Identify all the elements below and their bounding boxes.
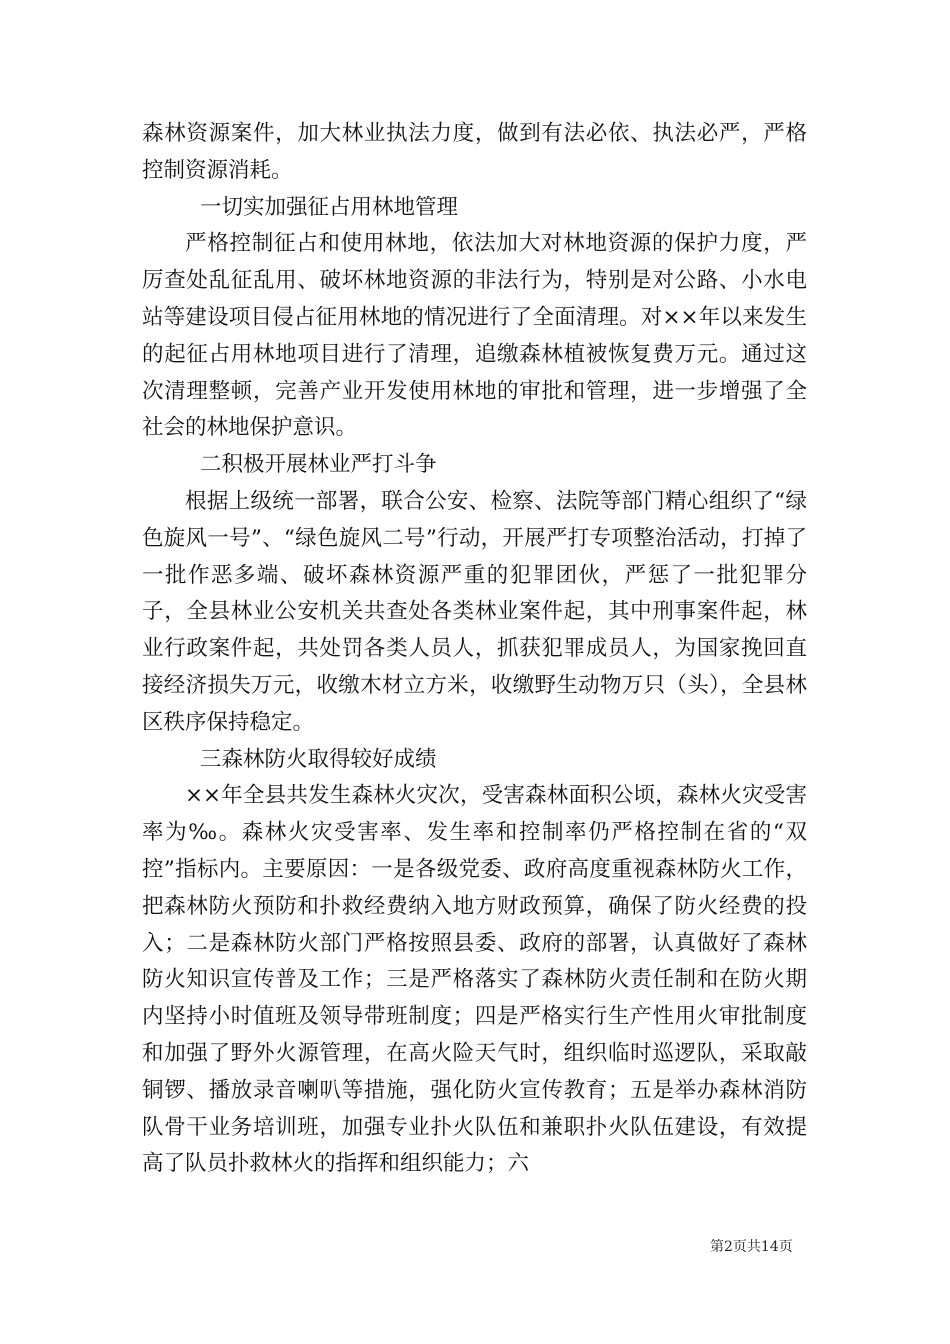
section-heading-land-management: 一切实加强征占用林地管理 (200, 194, 459, 220)
paragraph-fire-prevention: ××年全县共发生森林火灾次，受害森林面积公顷，森林火灾受害率为‰。森林火灾受害率、发生率和控制率仍严格控制在省的“双控”指标内。主要原因：一是各级党委、政府高度重视森林防火工作，把森林防火预防和扑救经费纳入地方财政预算，确保了防火经费的投入；二是森林防火部门严格按照县委、政府的部署，认真做好了森林防火知识宣传普及工作；三是严格落实了森林防火责任制和在防火期内坚持小时值班及领导带班制度；四是严格实行生产性用火审批制度和加强了野外火源管理，在高火险天气时，组织临时巡逻队，采取敲铜锣、播放录音喇叭等措施，强化防火宣传教育；五是举办森林消防队骨干业务培训班，加强专业扑火队伍和兼职扑火队伍建设，有效提高了队员扑救林火的指挥和组织能力；六 (142, 783, 807, 1177)
paragraph-continuation: 森林资源案件，加大林业执法力度，做到有法必依、执法必严，严格控制资源消耗。 (142, 121, 807, 183)
document-body (142, 116, 807, 1183)
paragraph-land-management: 严格控制征占和使用林地，依法加大对林地资源的保护力度，严厉查处乱征乱用、破坏林地资源的非法行为，特别是对公路、小水电站等建设项目侵占征用林地的情况进行了全面清理。对××年以来发生的起征占用林地项目进行了清理，追缴森林植被恢复费万元。通过这次清理整顿，完善产业开发使用林地的审批和管理，进一步增强了全社会的林地保护意识。 (142, 231, 807, 441)
page-number-footer: 第2页共14页 (710, 1239, 793, 1255)
section-heading-fire-prevention: 三森林防火取得较好成绩 (200, 746, 437, 772)
paragraph-crackdown: 根据上级统一部署，联合公安、检察、法院等部门精心组织了“绿色旋风一号”、“绿色旋风二号”行动，开展严打专项整治活动，打掉了一批作恶多端、破坏森林资源严重的犯罪团伙，严惩了一批犯罪分子，全县林业公安机关共查处各类林业案件起，其中刑事案件起，林业行政案件起，共处罚各类人员人，抓获犯罪成员人，为国家挽回直接经济损失万元，收缴木材立方米，收缴野生动物万只（头），全县林区秩序保持稳定。 (142, 488, 807, 735)
section-heading-crackdown: 二积极开展林业严打斗争 (200, 452, 437, 478)
